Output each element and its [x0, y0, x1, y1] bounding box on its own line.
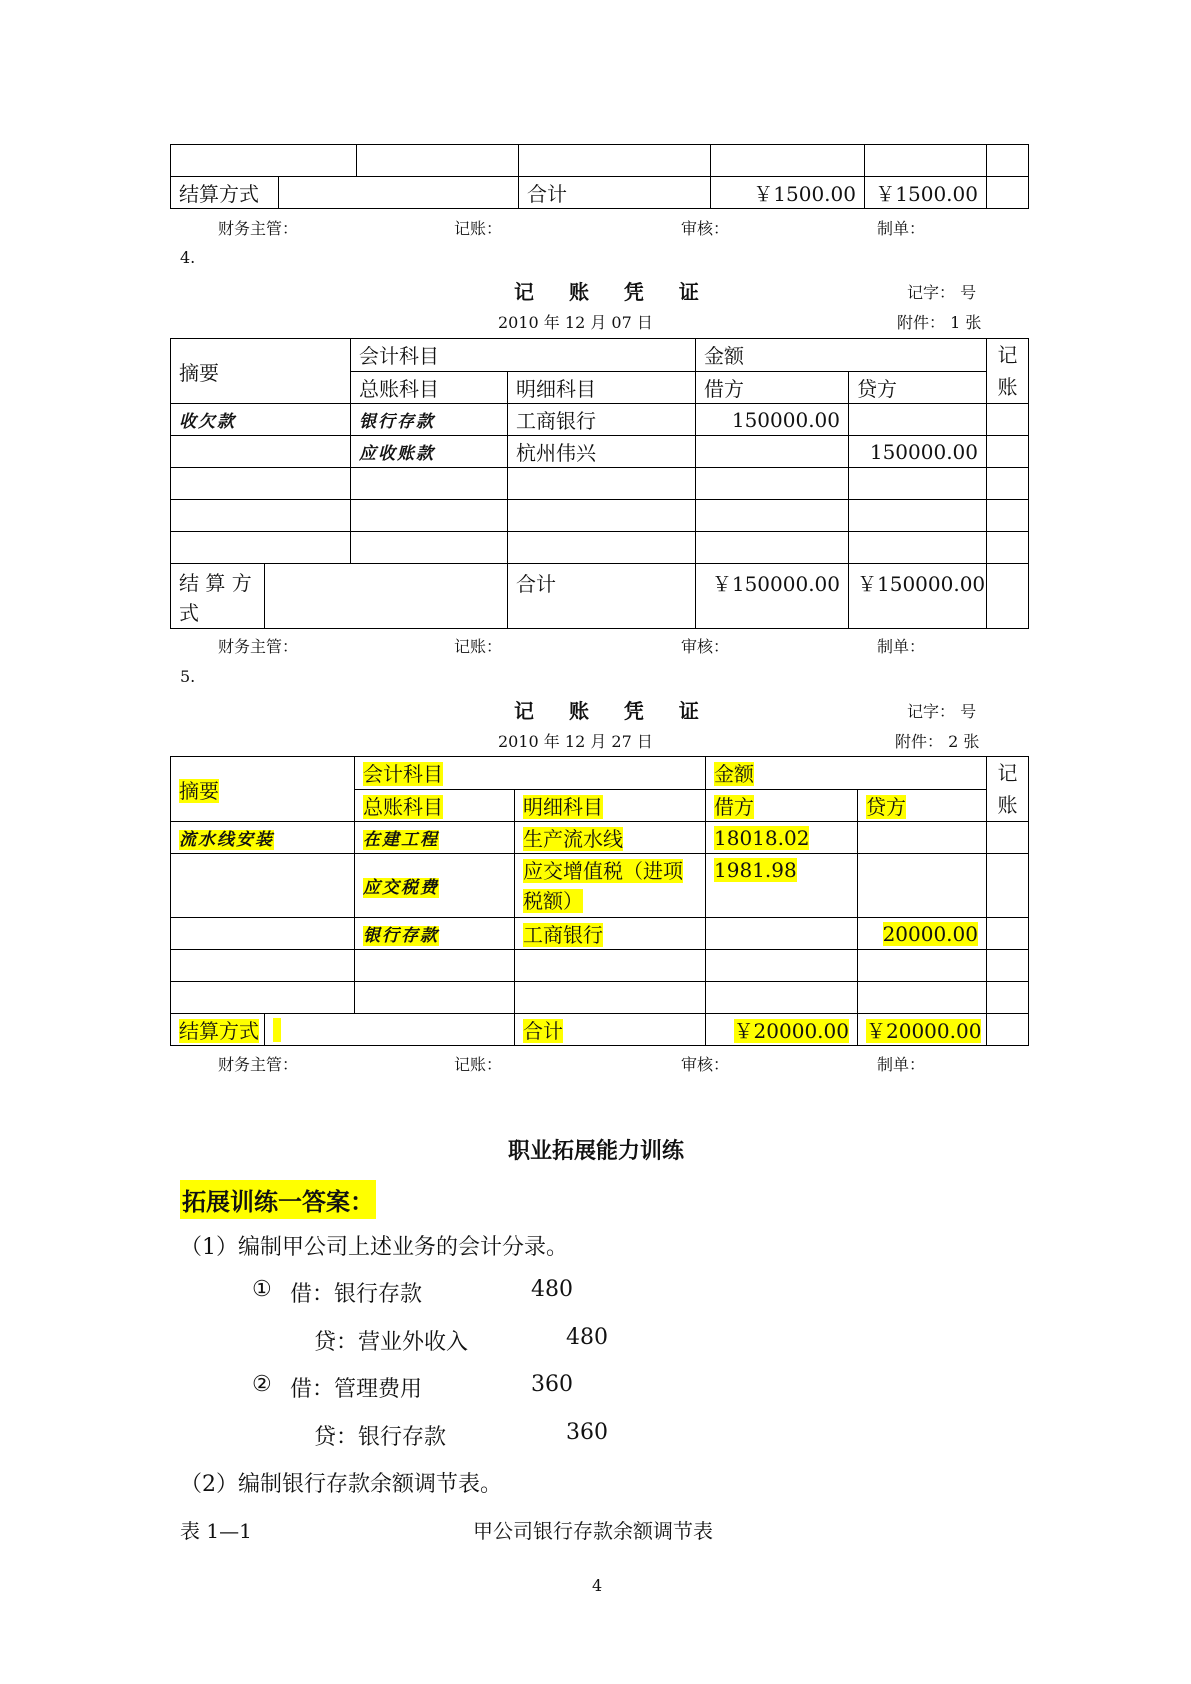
empty-cell — [987, 500, 1029, 532]
empty-cell — [515, 982, 706, 1014]
row-debit — [696, 436, 849, 468]
entry-debit-label: 借：银行存款 — [290, 1282, 423, 1307]
settlement-method-value — [279, 177, 519, 209]
row-detail-text: 应交增值税（进项税额） — [523, 858, 683, 913]
header-amount: 金额 — [696, 339, 987, 372]
empty-cell — [355, 982, 515, 1014]
entry-credit-label: 贷：营业外收入 — [314, 1330, 469, 1355]
row-debit — [706, 854, 858, 918]
debit-total: ￥150000.00 — [696, 564, 849, 629]
row-detail-account — [515, 822, 706, 854]
row-debit — [706, 822, 858, 854]
empty-cell — [357, 145, 519, 177]
signature-reviewer: 审核： — [681, 1055, 730, 1074]
question-2: （2）编制银行存款余额调节表。 — [180, 1472, 502, 1497]
row-posted — [987, 822, 1029, 854]
row-summary — [171, 822, 355, 854]
total-label-text: 合计 — [523, 1019, 563, 1043]
settlement-method-value — [265, 564, 508, 629]
empty-cell — [987, 468, 1029, 500]
row-debit-text: 18018.02 — [714, 825, 810, 850]
empty-cell — [849, 500, 987, 532]
voucher-attachments: 附件： 2 张 — [895, 732, 980, 751]
row-general-account — [355, 854, 515, 918]
header-summary — [171, 757, 355, 822]
voucher-number: 4. — [180, 248, 196, 267]
header-account: 会计科目 — [351, 339, 696, 372]
signature-preparer: 制单： — [877, 637, 926, 656]
row-posted — [987, 854, 1029, 918]
empty-cell — [987, 950, 1029, 982]
row-general-account: 应收账款 — [351, 436, 508, 468]
posted-cell — [987, 177, 1029, 209]
settlement-method-value — [265, 1014, 515, 1046]
row-posted — [987, 436, 1029, 468]
row-posted — [987, 404, 1029, 436]
header-general-text: 总账科目 — [363, 794, 443, 819]
header-detail-text: 明细科目 — [523, 794, 603, 819]
row-credit — [858, 918, 987, 950]
entry-debit-label: 借：管理费用 — [290, 1377, 423, 1402]
header-credit: 贷方 — [849, 371, 987, 404]
header-summary-text: 摘要 — [179, 778, 219, 803]
header-posted-2: 账 — [997, 375, 1018, 399]
entry-credit-label: 贷：银行存款 — [314, 1425, 447, 1450]
posted-cell — [987, 564, 1029, 629]
row-general-text: 应交税费 — [363, 878, 439, 898]
entry-marker: ① — [252, 1277, 272, 1302]
row-summary — [171, 854, 355, 918]
table-number: 表 1—1 — [180, 1519, 252, 1543]
empty-cell — [508, 500, 696, 532]
empty-cell — [171, 950, 355, 982]
empty-cell — [171, 500, 351, 532]
debit-total: ￥1500.00 — [711, 177, 865, 209]
settlement-method-text: 结算方式 — [179, 1019, 259, 1043]
entry-credit-amount: 480 — [566, 1325, 608, 1350]
row-detail-account: 工商银行 — [508, 404, 696, 436]
row-credit — [858, 854, 987, 918]
row-detail-account — [515, 854, 706, 918]
empty-cell — [355, 950, 515, 982]
total-label: 合计 — [508, 564, 696, 629]
row-posted — [987, 918, 1029, 950]
signature-supervisor: 财务主管： — [218, 637, 299, 656]
empty-cell — [706, 950, 858, 982]
total-label: 合计 — [519, 177, 711, 209]
empty-cell — [171, 145, 357, 177]
row-detail-text: 生产流水线 — [523, 827, 623, 851]
empty-cell — [171, 532, 351, 564]
page-number: 4 — [592, 1576, 603, 1595]
row-general-account: 银行存款 — [351, 404, 508, 436]
debit-total-text: ￥20000.00 — [733, 1019, 849, 1043]
empty-cell — [706, 982, 858, 1014]
row-debit-text: 1981.98 — [714, 858, 797, 882]
empty-cell — [351, 468, 508, 500]
empty-cell — [508, 468, 696, 500]
empty-cell — [858, 982, 987, 1014]
empty-cell — [849, 532, 987, 564]
header-summary: 摘要 — [171, 339, 351, 404]
header-general-account — [355, 789, 515, 822]
empty-cell — [696, 500, 849, 532]
voucher-title: 记 账 凭 证 — [514, 699, 713, 723]
table-title: 甲公司银行存款余额调节表 — [473, 1519, 713, 1543]
section-title: 职业拓展能力训练 — [508, 1138, 685, 1164]
signature-bookkeeper: 记账： — [454, 637, 503, 656]
row-summary — [171, 436, 351, 468]
empty-cell — [987, 982, 1029, 1014]
signature-bookkeeper: 记账： — [454, 1055, 503, 1074]
row-general-text: 银行存款 — [363, 926, 439, 946]
voucher-attachments: 附件： 1 张 — [897, 313, 982, 332]
voucher-5-table — [170, 756, 1029, 1046]
question-1: （1）编制甲公司上述业务的会计分录。 — [180, 1235, 568, 1260]
row-detail-account: 杭州伟兴 — [508, 436, 696, 468]
total-label — [515, 1014, 706, 1046]
signature-supervisor: 财务主管： — [218, 219, 299, 238]
entry-credit-amount: 360 — [566, 1420, 608, 1445]
row-general-account — [355, 822, 515, 854]
signature-preparer: 制单： — [877, 1055, 926, 1074]
header-debit-text: 借方 — [714, 794, 754, 819]
entry-debit-amount: 360 — [531, 1372, 573, 1397]
empty-cell — [519, 145, 711, 177]
empty-cell — [171, 468, 351, 500]
settlement-method-label: 结算方式 — [171, 177, 279, 209]
voucher-4-table — [170, 338, 1029, 629]
row-detail-text: 工商银行 — [523, 923, 603, 947]
row-summary-text: 流水线安装 — [179, 830, 274, 850]
signature-reviewer: 审核： — [681, 637, 730, 656]
credit-total — [858, 1014, 987, 1046]
empty-cell — [987, 145, 1029, 177]
signature-supervisor: 财务主管： — [218, 1055, 299, 1074]
header-detail-account — [515, 789, 706, 822]
answer-heading: 拓展训练一答案： — [180, 1180, 376, 1219]
voucher-word-number: 记字： 号 — [907, 283, 977, 302]
row-credit: 150000.00 — [849, 436, 987, 468]
empty-cell — [351, 532, 508, 564]
settlement-method-label: 结 算 方 式 — [171, 564, 265, 629]
header-posted-1: 记 — [997, 343, 1018, 367]
signature-bookkeeper: 记账： — [454, 219, 503, 238]
row-summary — [171, 918, 355, 950]
row-credit-text: 20000.00 — [882, 921, 978, 946]
entry-marker: ② — [252, 1372, 272, 1397]
signature-reviewer: 审核： — [681, 219, 730, 238]
entry-debit-amount: 480 — [531, 1277, 573, 1302]
highlight-mark — [273, 1018, 281, 1042]
row-debit — [706, 918, 858, 950]
header-debit: 借方 — [696, 371, 849, 404]
empty-cell — [865, 145, 987, 177]
header-posted — [987, 339, 1029, 404]
row-detail-account — [515, 918, 706, 950]
header-amount — [706, 757, 987, 790]
header-account-text: 会计科目 — [363, 762, 443, 787]
empty-cell — [849, 468, 987, 500]
header-amount-text: 金额 — [714, 762, 754, 787]
credit-total-text: ￥20000.00 — [866, 1019, 982, 1043]
posted-cell — [987, 1014, 1029, 1046]
empty-cell — [858, 950, 987, 982]
empty-cell — [696, 532, 849, 564]
empty-cell — [711, 145, 865, 177]
header-general-account: 总账科目 — [351, 371, 508, 404]
voucher-word-number: 记字： 号 — [907, 702, 977, 721]
header-posted-1: 记 — [997, 761, 1018, 785]
row-summary: 收欠款 — [171, 404, 351, 436]
empty-cell — [987, 532, 1029, 564]
row-debit: 150000.00 — [696, 404, 849, 436]
header-posted-2: 账 — [997, 793, 1018, 817]
empty-cell — [515, 950, 706, 982]
header-debit — [706, 789, 858, 822]
voucher-date: 2010 年 12 月 27 日 — [498, 732, 653, 751]
row-credit — [858, 822, 987, 854]
debit-total — [706, 1014, 858, 1046]
empty-cell — [508, 532, 696, 564]
signature-preparer: 制单： — [877, 219, 926, 238]
voucher-date: 2010 年 12 月 07 日 — [498, 313, 653, 332]
row-credit — [849, 404, 987, 436]
header-account — [355, 757, 706, 790]
voucher-number: 5. — [180, 667, 196, 686]
header-posted — [987, 757, 1029, 822]
voucher-title: 记 账 凭 证 — [514, 280, 713, 304]
header-credit-text: 贷方 — [866, 794, 906, 819]
empty-cell — [351, 500, 508, 532]
settlement-method-label — [171, 1014, 265, 1046]
row-general-text: 在建工程 — [363, 830, 439, 850]
row-general-account — [355, 918, 515, 950]
empty-cell — [171, 982, 355, 1014]
header-credit — [858, 789, 987, 822]
empty-cell — [696, 468, 849, 500]
header-detail-account: 明细科目 — [508, 371, 696, 404]
credit-total: ￥150000.00 — [849, 564, 987, 629]
credit-total: ￥1500.00 — [865, 177, 987, 209]
top-voucher-tail — [170, 144, 1029, 209]
